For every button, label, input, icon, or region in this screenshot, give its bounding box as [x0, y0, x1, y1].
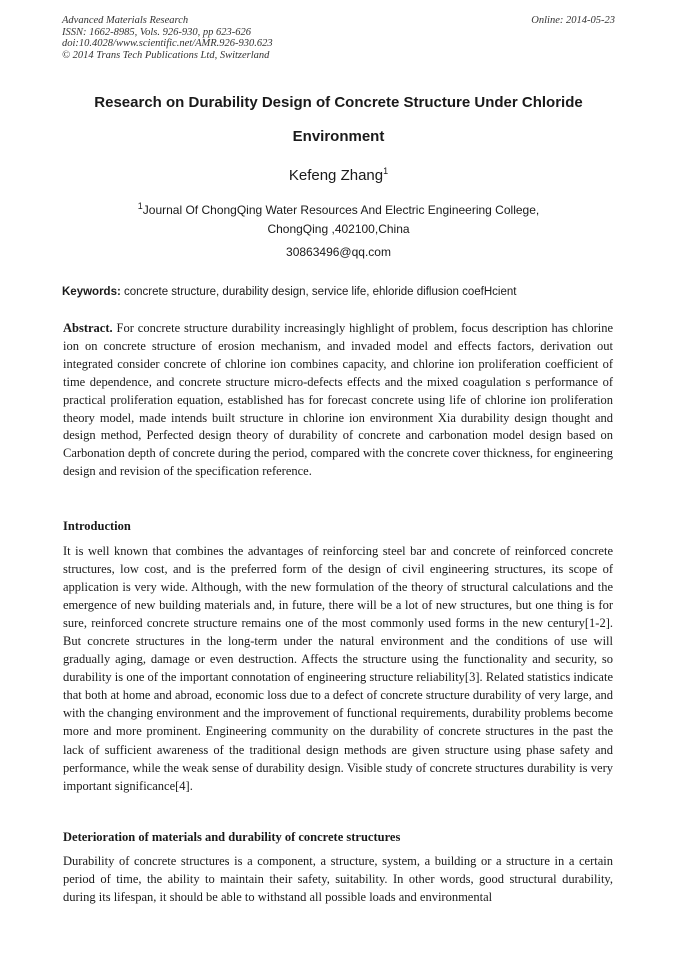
journal-name: Advanced Materials Research: [62, 15, 189, 26]
deterioration-heading: Deterioration of materials and durability of concrete structures: [63, 830, 401, 844]
journal-header: [62, 15, 615, 61]
keywords-text: concrete structure, durability design, service life, ehloride diflusion coefHcient: [124, 286, 517, 298]
copyright-line: © 2014 Trans Tech Publications Ltd, Switzerland: [62, 49, 270, 61]
affiliation: [62, 201, 615, 239]
author-superscript: 1: [383, 166, 389, 176]
abstract-text: For concrete structure durability increasingly highlight of problem, focus description has chlorine ion on concrete structure of erosion mechanism, and invaded model and effects factors, derivation out integrated consider concrete of chlorine ion combines capacity, and chlorine ion proliferation coefficient of time dependence, and concrete structure micro-defects effects and the mixed coagulation s performance of practical proliferation equation, established has for forecast concrete using life of chlorine ion proliferation theory model, made intends built structure in chlorine ion environment Xia durability design thought and design method, Perfected design theory of durability of concrete and carbonation model design based on Carbonation depth of concrete during the period, compared with the concrete cover thickness, for engineering design and revision of the specification reference.: [63, 321, 614, 479]
keywords: [62, 284, 615, 300]
title-line-2: Environment: [292, 128, 385, 145]
introduction-text: It is well known that combines the advantages of reinforcing steel bar and concrete of reinforced concrete structures, low cost, and is the preferred form of the design of civil engineering structures, its scope of application is very wide. Although, with the new formulation of the theory of structural calculations and the emergence of new building materials and, in future, there will be a lot of new structures, but one thing is for sure, reinforced concrete structure remains one of the most commonly used forms in the new century[1-2]. But concrete structures in the long-term under the natural environment and the conditions of use will gradually aging, damage or even destruction. Affects the structure using the functionality and security, so durability is one of the important connotation of engineering structure reliability[3]. Related statistics indicate that both at home and abroad, economic loss due to a defect of concrete structure durability of very large, and with the changing environment and the improvement of functional requirements, durability problems become more and more prominent. Engineering community on the durability of concrete structures in the past the lack of sufficient awareness of the traditional design methods are given structure using phase safety and performance, while the weak sense of durability design. Visible study of concrete structures durability is very important significance[4].: [63, 544, 613, 793]
paper-title: [62, 86, 615, 154]
keywords-label: Keywords:: [62, 286, 121, 298]
author-name: Kefeng Zhang: [288, 167, 384, 184]
affiliation-superscript: 1: [137, 201, 143, 211]
affiliation-line-1: Journal Of ChongQing Water Resources And Electric Engineering College,: [142, 203, 540, 217]
issn-line: ISSN: 1662-8985, Vols. 926-930, pp 623-626: [62, 26, 251, 38]
online-date: Online: 2014-05-23: [531, 15, 615, 26]
title-line-1: Research on Durability Design of Concrete Structure Under Chloride: [94, 94, 583, 111]
abstract: [63, 320, 613, 481]
author-email: 30863496@qq.com: [286, 245, 391, 259]
introduction-heading: Introduction: [63, 519, 131, 533]
abstract-label: Abstract.: [63, 321, 113, 335]
deterioration-text: Durability of concrete structures is a component, a structure, system, a building or a structure in a certain period of time, the ability to maintain their safety, suitability. In other words, good structural durability, during its lifespan, it should be able to withstand all possible loads and environmental: [63, 854, 613, 905]
doi-line: doi:10.4028/www.scientific.net/AMR.926-930.623: [62, 38, 273, 49]
affiliation-line-2: ChongQing ,402100,China: [267, 222, 410, 236]
author: [62, 166, 615, 186]
